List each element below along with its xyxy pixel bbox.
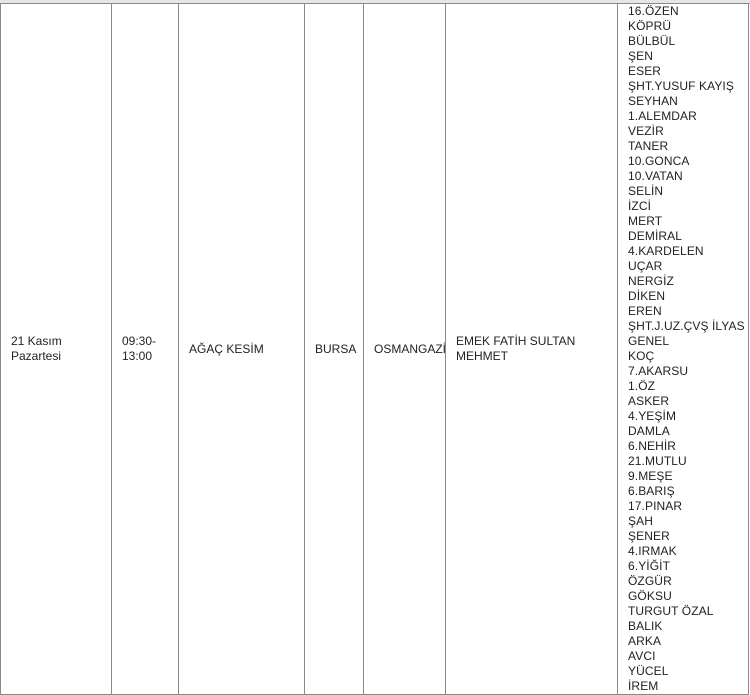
outage-schedule-table bbox=[0, 3, 749, 695]
street-item: VEZİR bbox=[628, 124, 664, 138]
time-start: 09:30- bbox=[122, 334, 157, 348]
street-item: TURGUT ÖZAL bbox=[628, 604, 714, 618]
street-item: ÖZGÜR bbox=[628, 574, 672, 588]
street-item: ASKER bbox=[628, 394, 670, 408]
street-item: MERT bbox=[628, 214, 663, 228]
street-item: GÖKSU bbox=[628, 589, 672, 603]
work-type: AĞAÇ KESİM bbox=[189, 341, 264, 356]
street-item: ŞAH bbox=[628, 514, 653, 528]
street-item: 10.GONCA bbox=[628, 154, 690, 168]
street-item: 16.ÖZEN bbox=[628, 4, 679, 18]
work-type-cell bbox=[179, 4, 305, 695]
street-item: YÜCEL bbox=[628, 664, 669, 678]
street-item: 1.ALEMDAR bbox=[628, 109, 697, 123]
street-item: İREM bbox=[628, 679, 659, 693]
street-item: ŞEN bbox=[628, 49, 653, 63]
street-list bbox=[628, 4, 745, 694]
street-item: KÖPRÜ bbox=[628, 19, 672, 33]
street-item: ESER bbox=[628, 64, 662, 78]
neighborhood-line-2: MEHMET bbox=[456, 349, 508, 363]
time-end: 13:00 bbox=[122, 349, 153, 363]
street-item: 21.MUTLU bbox=[628, 454, 687, 468]
street-item: ARKA bbox=[628, 634, 662, 648]
city: BURSA bbox=[315, 341, 357, 356]
street-item: UÇAR bbox=[628, 259, 663, 273]
street-item: 9.MEŞE bbox=[628, 469, 673, 483]
street-item: 7.AKARSU bbox=[628, 364, 689, 378]
district: OSMANGAZİ bbox=[374, 341, 447, 356]
street-item: ŞHT.YUSUF KAYIŞ bbox=[628, 79, 734, 93]
street-item: 4.YEŞİM bbox=[628, 409, 677, 423]
neighborhood-line-1: EMEK FATİH SULTAN bbox=[456, 334, 576, 348]
street-item: İZCİ bbox=[628, 199, 652, 213]
neighborhood-cell bbox=[446, 4, 618, 695]
street-item: BÜLBÜL bbox=[628, 34, 676, 48]
time-cell bbox=[112, 4, 179, 695]
street-item: 4.KARDELEN bbox=[628, 244, 704, 258]
street-item: DİKEN bbox=[628, 289, 666, 303]
street-item: DAMLA bbox=[628, 424, 670, 438]
table-row bbox=[1, 4, 749, 695]
street-item: 6.BARIŞ bbox=[628, 484, 675, 498]
street-item: SELİN bbox=[628, 184, 664, 198]
date-day: 21 Kasım bbox=[11, 334, 62, 348]
district-cell bbox=[364, 4, 446, 695]
street-item: SEYHAN bbox=[628, 94, 678, 108]
street-item: EREN bbox=[628, 304, 662, 318]
street-item: DEMİRAL bbox=[628, 229, 683, 243]
street-item: AVCI bbox=[628, 649, 656, 663]
street-item: 4.IRMAK bbox=[628, 544, 677, 558]
date-cell bbox=[1, 4, 112, 695]
street-item: 6.YİĞİT bbox=[628, 559, 671, 573]
date-weekday: Pazartesi bbox=[11, 349, 62, 363]
street-item: ŞENER bbox=[628, 529, 670, 543]
city-cell bbox=[305, 4, 364, 695]
street-item: BALIK bbox=[628, 619, 663, 633]
street-item: 1.ÖZ bbox=[628, 379, 656, 393]
street-item: ŞHT.J.UZ.ÇVŞ İLYAS bbox=[628, 319, 745, 333]
street-item: 10.VATAN bbox=[628, 169, 683, 183]
street-item: TANER bbox=[628, 139, 669, 153]
street-item: GENEL bbox=[628, 334, 670, 348]
street-item: NERGİZ bbox=[628, 274, 674, 288]
streets-cell bbox=[618, 4, 749, 695]
street-item: 17.PINAR bbox=[628, 499, 683, 513]
street-item: 6.NEHİR bbox=[628, 439, 677, 453]
street-item: KOÇ bbox=[628, 349, 655, 363]
